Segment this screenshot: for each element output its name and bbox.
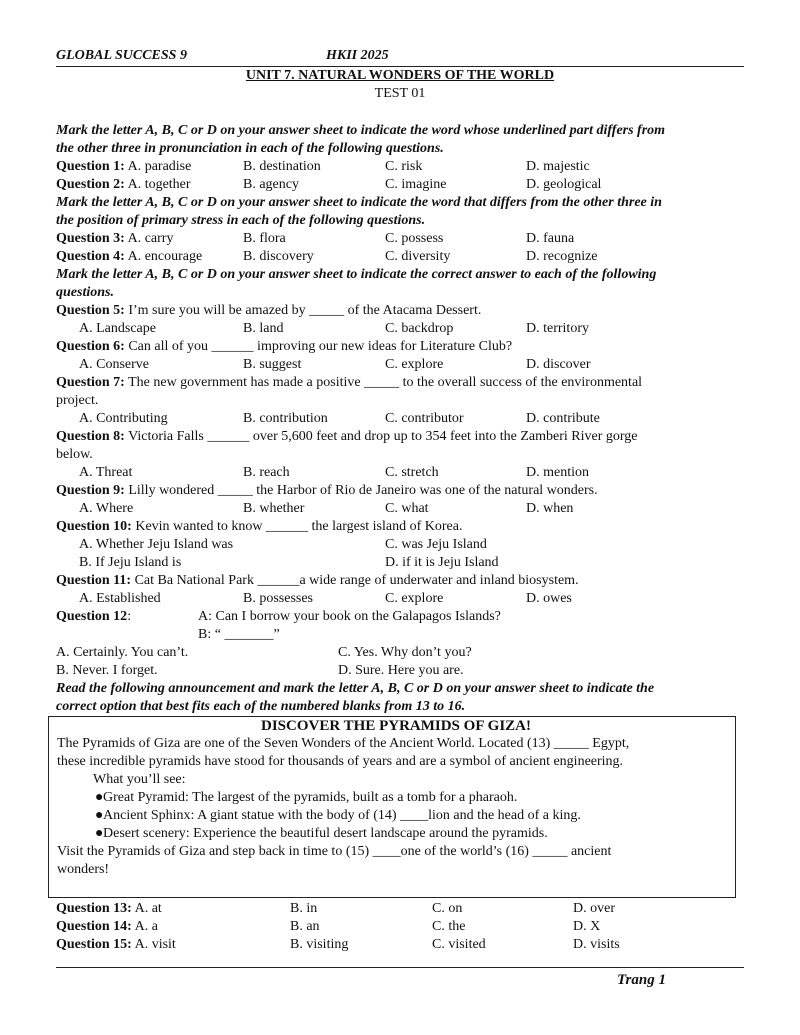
option-c: C. was Jeju Island bbox=[385, 537, 487, 552]
option-d: D. over bbox=[573, 901, 615, 916]
option-c: C. explore bbox=[385, 357, 444, 372]
question-7-continued: project. bbox=[56, 393, 99, 408]
announcement-title: DISCOVER THE PYRAMIDS OF GIZA! bbox=[260, 718, 532, 734]
instruction-correct-line2: questions. bbox=[56, 285, 114, 300]
option-a: A. Established bbox=[79, 591, 161, 606]
option-c: C. contributor bbox=[385, 411, 464, 426]
option-d: D. if it is Jeju Island bbox=[385, 555, 499, 570]
question-8-options bbox=[56, 464, 744, 482]
option-b: B. flora bbox=[243, 231, 286, 246]
option-d: D. owes bbox=[526, 591, 572, 606]
semester-label: HKII 2025 bbox=[326, 48, 389, 63]
exam-page bbox=[56, 0, 744, 1035]
option-c: C. backdrop bbox=[385, 321, 454, 336]
option-d: D. mention bbox=[526, 465, 589, 480]
question-label: Question 2: bbox=[56, 177, 125, 192]
what-you-will-see: What you’ll see: bbox=[93, 772, 186, 787]
question-10-options-row1 bbox=[56, 536, 744, 554]
option-d: D. discover bbox=[526, 357, 591, 372]
option-c: C. risk bbox=[385, 159, 423, 174]
reading-questions bbox=[56, 900, 744, 954]
bullet-icon: ● bbox=[95, 826, 104, 841]
option-d: D. fauna bbox=[526, 231, 575, 246]
page-footer bbox=[56, 967, 744, 988]
option-c: C. stretch bbox=[385, 465, 439, 480]
question-text: Can all of you ______ improving our new ideas for Literature Club? bbox=[128, 339, 513, 354]
option-d: D. geological bbox=[526, 177, 602, 192]
option-c: C. the bbox=[432, 919, 466, 934]
instruction-reading-line2: correct option that best fits each of the numbered blanks from 13 to 16. bbox=[56, 699, 466, 714]
question-8 bbox=[56, 428, 744, 446]
bullet-text: Ancient Sphinx: A giant statue with the body of (14) ____lion and the head of a king. bbox=[103, 808, 581, 823]
dialogue-line-a: A: Can I borrow your book on the Galapagos Islands? bbox=[198, 609, 501, 624]
question-text: The new government has made a positive _____ to the overall success of the environmental bbox=[128, 375, 643, 390]
instruction-stress-line1: Mark the letter A, B, C or D on your answer sheet to indicate the word that differs from the other three in bbox=[56, 195, 662, 210]
option-d: D. majestic bbox=[526, 159, 590, 174]
question-6-options bbox=[56, 356, 744, 374]
bullet-icon: ● bbox=[95, 808, 104, 823]
option-a: A. Landscape bbox=[79, 321, 156, 336]
bullet-item-sphinx bbox=[57, 807, 735, 825]
option-a: A. Certainly. You can’t. bbox=[56, 645, 189, 660]
question-label: Question 3: bbox=[56, 231, 125, 246]
option-c: C. on bbox=[432, 901, 463, 916]
question-4 bbox=[56, 248, 744, 266]
option-b: B. reach bbox=[243, 465, 290, 480]
question-10 bbox=[56, 518, 744, 536]
question-9-options bbox=[56, 500, 744, 518]
question-5-options bbox=[56, 320, 744, 338]
option-b: B. contribution bbox=[243, 411, 328, 426]
option-b: B. destination bbox=[243, 159, 321, 174]
option-a: A. Conserve bbox=[79, 357, 149, 372]
question-5 bbox=[56, 302, 744, 320]
option-a: A. a bbox=[134, 919, 158, 934]
question-12 bbox=[56, 608, 744, 626]
question-12-options-row2 bbox=[56, 662, 744, 680]
option-b: B. whether bbox=[243, 501, 305, 516]
bullet-text: Great Pyramid: The largest of the pyramids, built as a tomb for a pharaoh. bbox=[103, 790, 518, 805]
bullet-text: Desert scenery: Experience the beautiful desert landscape around the pyramids. bbox=[103, 826, 548, 841]
instruction-pronunciation-line1: Mark the letter A, B, C or D on your answer sheet to indicate the word whose underlined part differs from bbox=[56, 123, 666, 138]
question-7-options bbox=[56, 410, 744, 428]
option-b: B. possesses bbox=[243, 591, 314, 606]
option-a: A. together bbox=[127, 177, 191, 192]
question-text: Victoria Falls ______ over 5,600 feet and drop up to 354 feet into the Zamberi River gorge bbox=[128, 429, 638, 444]
instruction-stress-line2: the position of primary stress in each of the following questions. bbox=[56, 213, 426, 228]
instruction-reading-line1: Read the following announcement and mark the letter A, B, C or D on your answer sheet to indicate the bbox=[56, 681, 655, 696]
question-label: Question 15: bbox=[56, 937, 132, 952]
question-14 bbox=[56, 918, 744, 936]
option-a: A. at bbox=[134, 901, 162, 916]
instruction-correct-line1: Mark the letter A, B, C or D on your answer sheet to indicate the correct answer to each of the following bbox=[56, 267, 657, 282]
option-b: B. in bbox=[290, 901, 318, 916]
question-label: Question 14: bbox=[56, 919, 132, 934]
question-label: Question 13: bbox=[56, 901, 132, 916]
unit-title: UNIT 7. NATURAL WONDERS OF THE WORLD bbox=[245, 68, 555, 83]
option-d: D. X bbox=[573, 919, 601, 934]
question-8-continued: below. bbox=[56, 447, 93, 462]
question-text: Lilly wondered _____ the Harbor of Rio de Janeiro was one of the natural wonders. bbox=[128, 483, 598, 498]
question-colon: : bbox=[127, 609, 132, 624]
question-label: Question 7: bbox=[56, 375, 125, 390]
question-15 bbox=[56, 936, 744, 954]
announcement-closing-line1: Visit the Pyramids of Giza and step back in time to (15) ____one of the world’s (16) _____ ancient bbox=[57, 844, 612, 859]
option-b: B. land bbox=[243, 321, 284, 336]
question-7 bbox=[56, 374, 744, 392]
question-11 bbox=[56, 572, 744, 590]
question-12-options-row1 bbox=[56, 644, 744, 662]
question-2 bbox=[56, 176, 744, 194]
option-d: D. recognize bbox=[526, 249, 598, 264]
question-text: I’m sure you will be amazed by _____ of the Atacama Dessert. bbox=[128, 303, 482, 318]
option-c: C. visited bbox=[432, 937, 486, 952]
option-b: B. suggest bbox=[243, 357, 302, 372]
option-c: C. what bbox=[385, 501, 429, 516]
option-d: D. visits bbox=[573, 937, 620, 952]
option-b: B. Never. I forget. bbox=[56, 663, 158, 678]
option-a: A. Where bbox=[79, 501, 134, 516]
test-title: TEST 01 bbox=[374, 86, 426, 101]
question-label: Question 6: bbox=[56, 339, 125, 354]
question-label: Question 8: bbox=[56, 429, 125, 444]
question-11-options bbox=[56, 590, 744, 608]
question-label: Question 5: bbox=[56, 303, 125, 318]
option-b: B. agency bbox=[243, 177, 299, 192]
option-c: C. imagine bbox=[385, 177, 447, 192]
announcement-closing-line2: wonders! bbox=[57, 862, 110, 877]
question-9 bbox=[56, 482, 744, 500]
questions-section bbox=[56, 122, 744, 716]
option-c: C. explore bbox=[385, 591, 444, 606]
option-c: C. possess bbox=[385, 231, 444, 246]
course-name: GLOBAL SUCCESS 9 bbox=[56, 48, 187, 63]
option-b: B. visiting bbox=[290, 937, 349, 952]
option-d: D. Sure. Here you are. bbox=[338, 663, 464, 678]
question-text: Kevin wanted to know ______ the largest island of Korea. bbox=[135, 519, 463, 534]
page-header bbox=[56, 48, 744, 67]
option-a: A. carry bbox=[127, 231, 174, 246]
question-label: Question 1: bbox=[56, 159, 125, 174]
option-d: D. territory bbox=[526, 321, 589, 336]
question-label: Question 9: bbox=[56, 483, 125, 498]
question-label: Question 12 bbox=[56, 609, 128, 624]
option-c: C. diversity bbox=[385, 249, 451, 264]
option-b: B. If Jeju Island is bbox=[79, 555, 182, 570]
question-3 bbox=[56, 230, 744, 248]
option-b: B. an bbox=[290, 919, 320, 934]
bullet-item-great-pyramid bbox=[57, 789, 735, 807]
option-a: A. Contributing bbox=[79, 411, 168, 426]
option-a: A. paradise bbox=[127, 159, 192, 174]
option-c: C. Yes. Why don’t you? bbox=[338, 645, 472, 660]
option-b: B. discovery bbox=[243, 249, 314, 264]
question-13 bbox=[56, 900, 744, 918]
announcement-box bbox=[48, 716, 736, 898]
option-a: A. Whether Jeju Island was bbox=[79, 537, 234, 552]
question-12-line-b bbox=[56, 626, 744, 644]
bullet-icon: ● bbox=[95, 790, 104, 805]
question-6 bbox=[56, 338, 744, 356]
question-10-options-row2 bbox=[56, 554, 744, 572]
announcement-paragraph-line2: these incredible pyramids have stood for thousands of years and are a symbol of ancient engineering. bbox=[57, 754, 624, 769]
question-label: Question 10: bbox=[56, 519, 132, 534]
dialogue-line-b: B: “ _______” bbox=[198, 627, 280, 642]
announcement-paragraph-line1: The Pyramids of Giza are one of the Seven Wonders of the Ancient World. Located (13) _____ Egypt, bbox=[57, 736, 630, 751]
option-d: D. when bbox=[526, 501, 574, 516]
page-number: Trang 1 bbox=[616, 972, 666, 988]
question-1 bbox=[56, 158, 744, 176]
option-a: A. visit bbox=[134, 937, 176, 952]
bullet-item-desert bbox=[57, 825, 735, 843]
option-a: A. encourage bbox=[127, 249, 203, 264]
question-label: Question 4: bbox=[56, 249, 125, 264]
option-d: D. contribute bbox=[526, 411, 600, 426]
question-text: Cat Ba National Park ______a wide range of underwater and inland biosystem. bbox=[134, 573, 579, 588]
instruction-pronunciation-line2: the other three in pronunciation in each of the following questions. bbox=[56, 141, 444, 156]
question-label: Question 11: bbox=[56, 573, 132, 588]
option-a: A. Threat bbox=[79, 465, 133, 480]
